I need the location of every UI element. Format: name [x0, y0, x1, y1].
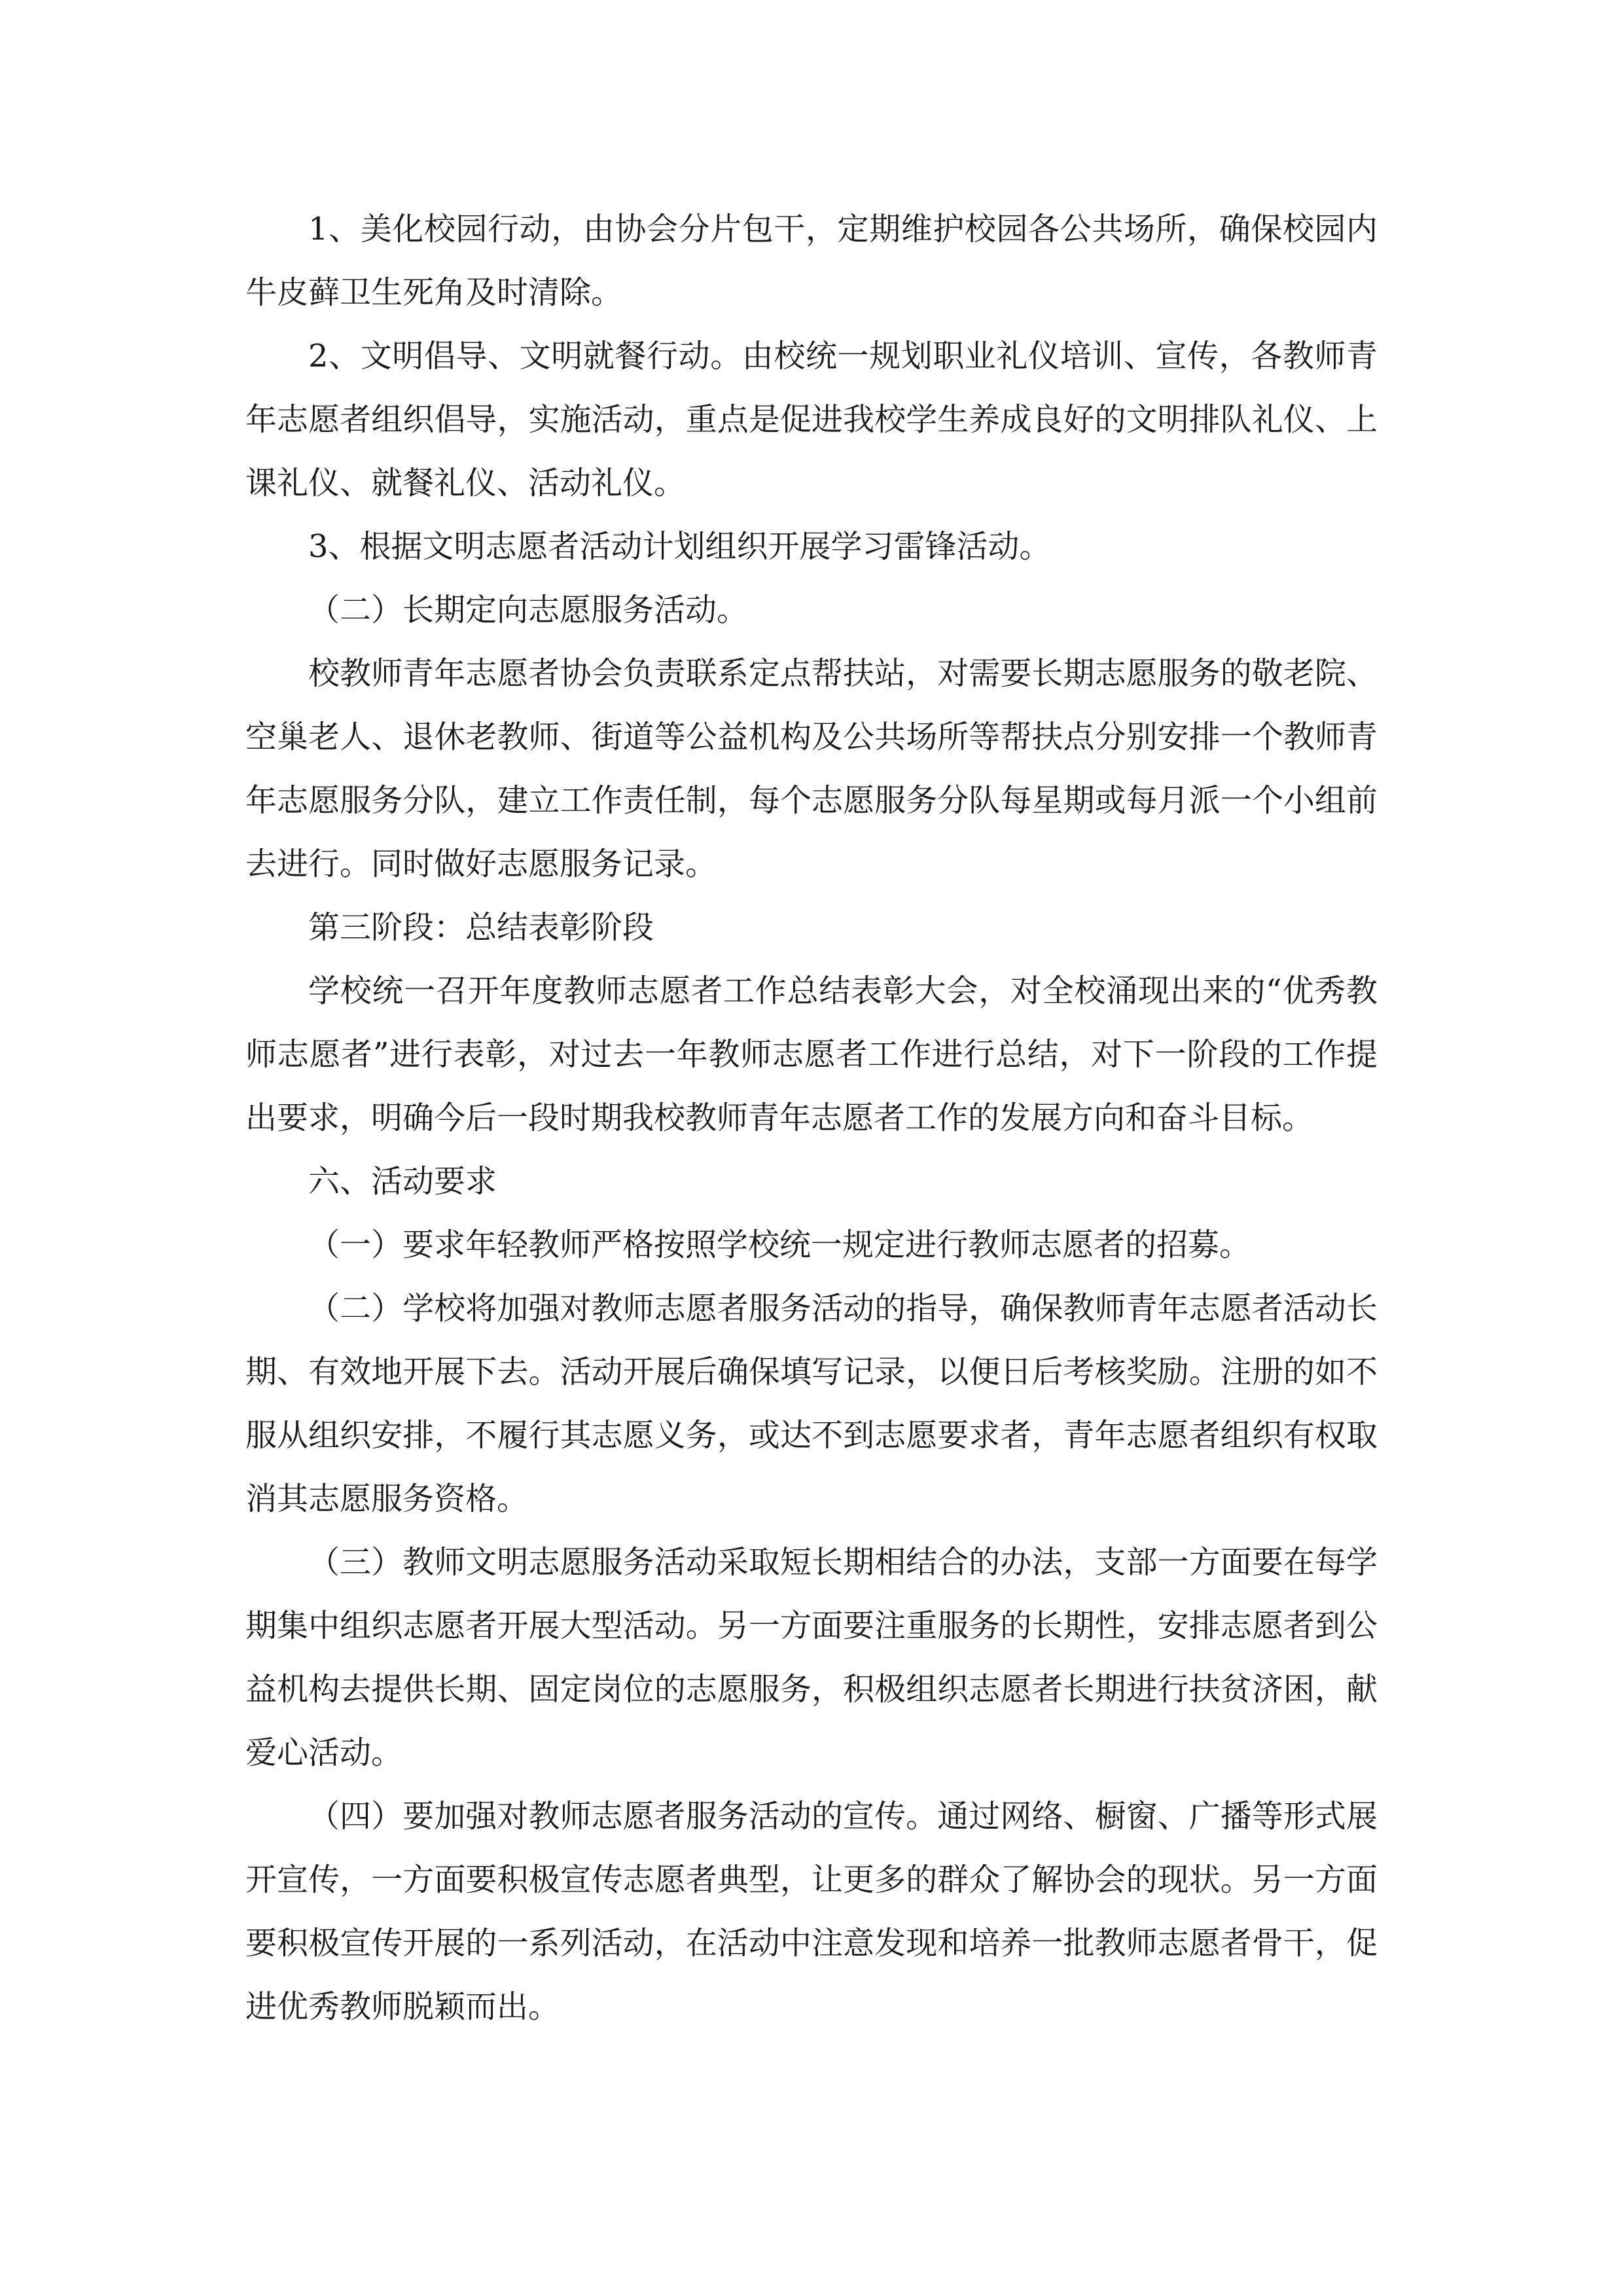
- paragraph-requirement-1: （一）要求年轻教师严格按照学校统一规定进行教师志愿者的招募。: [308, 1227, 1251, 1263]
- paragraph-beautify-campus: 1、美化校园行动，由协会分片包干，定期维护校园各公共场所，确保校园内牛皮藓卫生死角及时清除。: [245, 211, 1378, 311]
- paragraph-requirement-3: （三）教师文明志愿服务活动采取短长期相结合的办法，支部一方面要在每学期集中组织志愿者开展大型活动。另一方面要注重服务的长期性，安排志愿者到公益机构去提供长期、固定岗位的志愿服务，积极组织志愿者长期进行扶贫济困，献爱心活动。: [245, 1544, 1378, 1771]
- section-heading-requirements: 六、活动要求: [308, 1163, 497, 1200]
- paragraph-requirement-2: （二）学校将加强对教师志愿者服务活动的指导，确保教师青年志愿者活动长期、有效地开展下去。活动开展后确保填写记录，以便日后考核奖励。注册的如不服从组织安排，不履行其志愿义务，或达不到志愿要求者，青年志愿者组织有权取消其志愿服务资格。: [245, 1290, 1378, 1517]
- section-heading-long-term-service: （二）长期定向志愿服务活动。: [308, 592, 749, 628]
- paragraph-long-term-service: 校教师青年志愿者协会负责联系定点帮扶站，对需要长期志愿服务的敬老院、空巢老人、退休老教师、街道等公益机构及公共场所等帮扶点分别安排一个教师青年志愿服务分队，建立工作责任制，每个志愿服务分队每星期或每月派一个小组前去进行。同时做好志愿服务记录。: [245, 655, 1378, 882]
- paragraph-requirement-4: （四）要加强对教师志愿者服务活动的宣传。通过网络、橱窗、广播等形式展开宣传，一方面要积极宣传志愿者典型，让更多的群众了解协会的现状。另一方面要积极宣传开展的一系列活动，在活动中注意发现和培养一批教师志愿者骨干，促进优秀教师脱颖而出。: [245, 1798, 1378, 2025]
- paragraph-civilized-dining: 2、文明倡导、文明就餐行动。由校统一规划职业礼仪培训、宣传，各教师青年志愿者组织倡导，实施活动，重点是促进我校学生养成良好的文明排队礼仪、上课礼仪、就餐礼仪、活动礼仪。: [245, 338, 1378, 501]
- paragraph-learn-leifeng: 3、根据文明志愿者活动计划组织开展学习雷锋活动。: [308, 528, 1051, 565]
- document-page: [245, 198, 1378, 2039]
- section-heading-stage-three: 第三阶段：总结表彰阶段: [308, 909, 654, 946]
- paragraph-stage-three: 学校统一召开年度教师志愿者工作总结表彰大会，对全校涌现出来的“优秀教师志愿者”进行表彰，对过去一年教师志愿者工作进行总结，对下一阶段的工作提出要求，明确今后一段时期我校教师青年志愿者工作的发展方向和奋斗目标。: [245, 973, 1378, 1136]
